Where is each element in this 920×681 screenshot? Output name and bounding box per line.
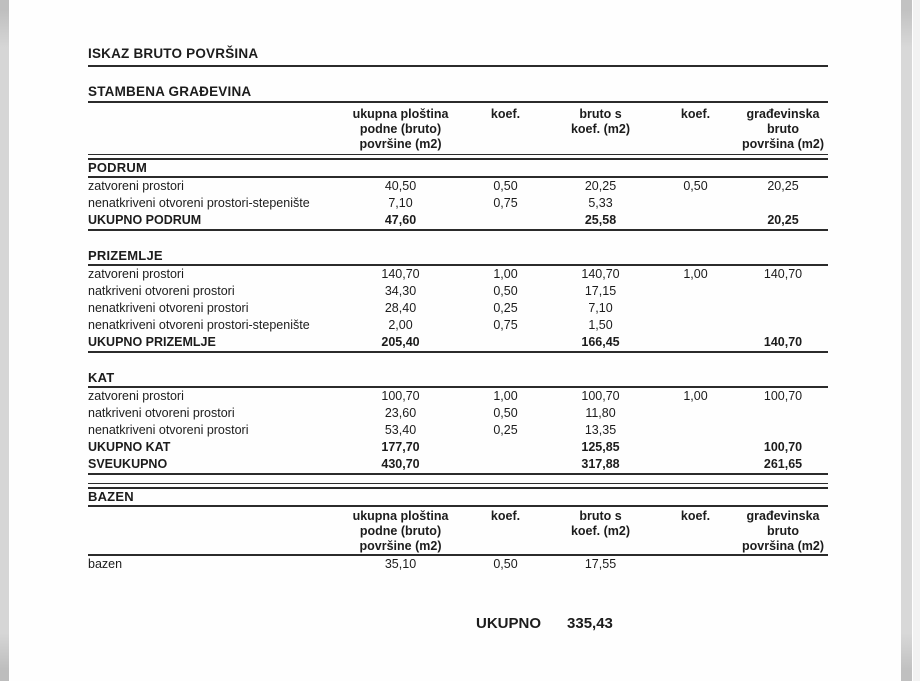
photo-left-edge bbox=[0, 0, 10, 681]
row-value: 0,50 bbox=[493, 179, 518, 193]
row-value: 5,33 bbox=[588, 196, 613, 210]
row-value: 25,58 bbox=[584, 213, 617, 227]
row-value bbox=[653, 456, 738, 473]
column-header-line: površine (m2) bbox=[359, 539, 442, 553]
column-header-line: bruto s bbox=[579, 509, 622, 523]
row-value bbox=[738, 556, 828, 573]
row-value: 1,00 bbox=[493, 267, 518, 281]
row-label: nenatkriveni otvoreni prostori-stepenište bbox=[88, 318, 310, 332]
row-label: nenatkriveni otvoreni prostori bbox=[88, 301, 249, 315]
row-value bbox=[653, 439, 738, 456]
row-value: 140,70 bbox=[763, 267, 803, 281]
row-value: 100,70 bbox=[381, 389, 420, 403]
row-value: 100,70 bbox=[763, 440, 803, 454]
photo-right-edge bbox=[901, 0, 913, 681]
main-header-rule bbox=[88, 154, 828, 155]
column-header-line: površina (m2) bbox=[742, 137, 824, 151]
grand-total-label: UKUPNO bbox=[476, 615, 542, 632]
row-value: 35,10 bbox=[384, 557, 417, 571]
row-value: 125,85 bbox=[581, 440, 620, 454]
row-label: bazen bbox=[88, 557, 123, 571]
row-value bbox=[463, 439, 548, 456]
row-label: UKUPNO PODRUM bbox=[88, 213, 202, 227]
column-header-line: koef. (m2) bbox=[570, 122, 631, 136]
photo-right-margin bbox=[913, 0, 920, 681]
row-value: 17,15 bbox=[584, 284, 617, 298]
building-table-title: STAMBENA GRAĐEVINA bbox=[88, 84, 252, 99]
column-header-line: bruto bbox=[767, 122, 799, 136]
table-row bbox=[88, 405, 828, 422]
column-header-line: ukupna ploština bbox=[352, 107, 449, 121]
row-value bbox=[653, 317, 738, 334]
grand-total bbox=[476, 615, 828, 633]
column-header-line: građevinska bbox=[746, 509, 820, 523]
section-title: KAT bbox=[88, 370, 115, 385]
title-rule bbox=[88, 65, 828, 67]
row-value: 23,60 bbox=[384, 406, 417, 420]
row-label: zatvoreni prostori bbox=[88, 389, 184, 403]
row-value: 11,80 bbox=[585, 406, 616, 420]
row-value: 1,50 bbox=[588, 318, 613, 332]
row-label: zatvoreni prostori bbox=[88, 179, 184, 193]
page-title: ISKAZ BRUTO POVRŠINA bbox=[88, 46, 259, 61]
row-value bbox=[653, 195, 738, 212]
row-value: 0,25 bbox=[493, 423, 518, 437]
row-value: 0,50 bbox=[493, 284, 518, 298]
pool-section-title: BAZEN bbox=[88, 489, 134, 504]
table-row bbox=[88, 195, 828, 212]
row-value: 40,50 bbox=[384, 179, 417, 193]
row-value: 100,70 bbox=[581, 389, 620, 403]
row-value: 177,70 bbox=[381, 440, 420, 454]
row-value: 1,00 bbox=[683, 389, 708, 403]
row-value: 0,50 bbox=[683, 179, 708, 193]
row-value bbox=[738, 300, 828, 317]
row-value bbox=[653, 283, 738, 300]
section-bottom-rule bbox=[88, 473, 828, 475]
row-value: 34,30 bbox=[384, 284, 417, 298]
column-header-line: površine (m2) bbox=[359, 137, 442, 151]
row-value bbox=[463, 334, 548, 351]
column-header-line: građevinska bbox=[746, 107, 820, 121]
column-header-bruto bbox=[548, 107, 653, 152]
table-row bbox=[88, 300, 828, 317]
row-value: 1,00 bbox=[493, 389, 518, 403]
table-section bbox=[88, 158, 828, 231]
row-value: 13,35 bbox=[584, 423, 617, 437]
column-header-line: ukupna ploština bbox=[352, 509, 449, 523]
row-value: 140,70 bbox=[381, 267, 420, 281]
row-value: 205,40 bbox=[381, 335, 420, 349]
row-label: nenatkriveni otvoreni prostori bbox=[88, 423, 249, 437]
row-value bbox=[653, 422, 738, 439]
row-value: 0,50 bbox=[493, 406, 518, 420]
row-label: zatvoreni prostori bbox=[88, 267, 184, 281]
column-header-line: podne (bruto) bbox=[359, 122, 442, 136]
column-header-line: bruto s bbox=[579, 107, 622, 121]
row-value: 17,55 bbox=[584, 557, 617, 571]
column-header-line: bruto bbox=[767, 524, 799, 538]
row-label: SVEUKUPNO bbox=[88, 457, 168, 471]
row-value bbox=[463, 212, 548, 229]
row-value: 2,00 bbox=[388, 318, 413, 332]
column-header-bruto bbox=[548, 509, 653, 554]
total-row bbox=[88, 334, 828, 351]
section-bottom-rule bbox=[88, 351, 828, 353]
row-value: 0,25 bbox=[493, 301, 518, 315]
column-header-koef2 bbox=[653, 107, 738, 152]
column-header-empty bbox=[88, 107, 338, 152]
row-value: 0,75 bbox=[493, 196, 518, 210]
table-row bbox=[88, 556, 828, 573]
row-label: nenatkriveni otvoreni prostori-stepenište bbox=[88, 196, 310, 210]
column-header-koef1 bbox=[463, 509, 548, 554]
section-title: PRIZEMLJE bbox=[88, 248, 163, 263]
column-header-line: koef. (m2) bbox=[570, 524, 631, 538]
column-header-line: koef. bbox=[490, 107, 521, 121]
total-row bbox=[88, 456, 828, 473]
row-label: natkriveni otvoreni prostori bbox=[88, 406, 235, 420]
main-table-header bbox=[88, 107, 828, 152]
row-value: 1,00 bbox=[683, 267, 708, 281]
row-value: 7,10 bbox=[588, 301, 613, 315]
row-value: 0,50 bbox=[493, 557, 518, 571]
column-header-koef1 bbox=[463, 107, 548, 152]
row-value: 47,60 bbox=[384, 213, 417, 227]
row-value: 20,25 bbox=[767, 213, 799, 227]
row-value bbox=[738, 283, 828, 300]
row-value bbox=[738, 405, 828, 422]
main-table-sections bbox=[88, 158, 828, 475]
row-value bbox=[463, 456, 548, 473]
column-header-area bbox=[338, 107, 463, 152]
row-value: 0,75 bbox=[493, 318, 518, 332]
column-header-line: podne (bruto) bbox=[359, 524, 442, 538]
row-value: 166,45 bbox=[581, 335, 620, 349]
row-label: UKUPNO KAT bbox=[88, 440, 171, 454]
row-value: 140,70 bbox=[581, 267, 620, 281]
row-value: 7,10 bbox=[388, 196, 413, 210]
row-value: 53,40 bbox=[384, 423, 417, 437]
table-row bbox=[88, 388, 828, 405]
grand-total-value: 335,43 bbox=[567, 615, 613, 632]
table-row bbox=[88, 266, 828, 283]
row-label: UKUPNO PRIZEMLJE bbox=[88, 335, 216, 349]
total-row bbox=[88, 439, 828, 456]
row-value bbox=[653, 405, 738, 422]
table-row bbox=[88, 317, 828, 334]
section-bottom-rule bbox=[88, 229, 828, 231]
pool-title-rule bbox=[88, 505, 828, 507]
column-header-line: koef. bbox=[490, 509, 521, 523]
column-header-gradevinska bbox=[738, 107, 828, 152]
row-value: 317,88 bbox=[581, 457, 620, 471]
row-value: 261,65 bbox=[763, 457, 803, 471]
row-label: natkriveni otvoreni prostori bbox=[88, 284, 235, 298]
row-value bbox=[653, 556, 738, 573]
section-title: PODRUM bbox=[88, 160, 147, 175]
row-value: 20,25 bbox=[767, 179, 799, 193]
row-value: 20,25 bbox=[584, 179, 617, 193]
pool-table bbox=[88, 483, 828, 573]
table-section bbox=[88, 370, 828, 475]
sheet bbox=[88, 0, 828, 633]
table-row bbox=[88, 422, 828, 439]
total-row bbox=[88, 212, 828, 229]
row-value bbox=[653, 334, 738, 351]
row-value bbox=[738, 317, 828, 334]
column-header-line: koef. bbox=[680, 509, 711, 523]
row-value bbox=[738, 422, 828, 439]
row-value: 28,40 bbox=[384, 301, 417, 315]
subtitle-rule bbox=[88, 101, 828, 103]
row-value bbox=[653, 212, 738, 229]
column-header-gradevinska bbox=[738, 509, 828, 554]
column-header-koef2 bbox=[653, 509, 738, 554]
row-value bbox=[653, 300, 738, 317]
row-value: 100,70 bbox=[763, 389, 803, 403]
column-header-empty bbox=[88, 509, 338, 554]
row-value bbox=[738, 195, 828, 212]
pool-table-header bbox=[88, 509, 828, 554]
row-value: 140,70 bbox=[763, 335, 803, 349]
table-row bbox=[88, 283, 828, 300]
column-header-line: površina (m2) bbox=[742, 539, 824, 553]
row-value: 430,70 bbox=[381, 457, 420, 471]
column-header-line: koef. bbox=[680, 107, 711, 121]
column-header-area bbox=[338, 509, 463, 554]
table-row bbox=[88, 178, 828, 195]
table-section bbox=[88, 248, 828, 353]
